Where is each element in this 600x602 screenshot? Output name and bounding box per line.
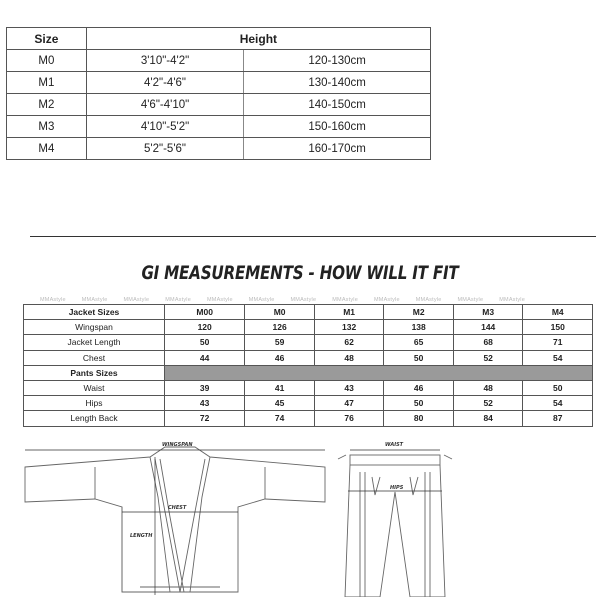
measure-value: 50	[165, 335, 245, 350]
measure-value: 46	[245, 350, 315, 365]
size-cell: M2	[7, 94, 87, 116]
size-table-row	[7, 50, 431, 72]
height-cm-cell: 160-170cm	[244, 138, 431, 160]
measure-label: Wingspan	[24, 320, 165, 335]
hips-label: HIPS	[390, 485, 404, 491]
size-cell: M0	[7, 50, 87, 72]
measure-value: 138	[384, 320, 454, 335]
gi-measurements-table	[23, 304, 593, 427]
height-ft-cell: 5'2"-5'6"	[86, 138, 243, 160]
measure-value: 52	[453, 350, 523, 365]
watermark-text: MMAstyle	[374, 297, 400, 303]
length-label: LENGTH	[130, 533, 153, 539]
size-table-row	[7, 94, 431, 116]
watermark-row	[40, 297, 600, 303]
jacket-measure-row	[24, 320, 593, 335]
size-header-cell: M0	[245, 305, 315, 320]
size-table-row	[7, 116, 431, 138]
measure-label: Hips	[24, 396, 165, 411]
measure-value: 87	[523, 411, 593, 426]
watermark-text: MMAstyle	[415, 297, 442, 303]
watermark-text: MMAstyle	[165, 297, 191, 303]
measure-value: 39	[165, 380, 245, 395]
pants-header-fill	[165, 365, 593, 380]
gi-measurements-title: GI MEASUREMENTS - HOW WILL IT FIT	[141, 262, 459, 284]
measure-value: 52	[453, 396, 523, 411]
watermark-text: MMAstyle	[40, 297, 66, 303]
watermark-text: MMAstyle	[123, 297, 150, 303]
size-header-cell: M4	[523, 305, 593, 320]
measure-value: 47	[314, 396, 384, 411]
height-ft-cell: 4'6"-4'10"	[86, 94, 243, 116]
measure-value: 45	[245, 396, 315, 411]
height-ft-cell: 3'10"-4'2"	[86, 50, 243, 72]
size-header-cell: M2	[384, 305, 454, 320]
watermark-text: MMAstyle	[248, 297, 275, 303]
measure-value: 80	[384, 411, 454, 426]
section-divider	[30, 236, 596, 237]
size-table-header	[7, 28, 431, 50]
height-ft-cell: 4'10"-5'2"	[86, 116, 243, 138]
measure-label: Waist	[24, 380, 165, 395]
size-cell: M4	[7, 138, 87, 160]
pants-sizes-header-row	[24, 365, 593, 380]
height-column-header: Height	[86, 28, 430, 50]
jacket-sizes-label: Jacket Sizes	[24, 305, 165, 320]
measure-value: 71	[523, 335, 593, 350]
measure-value: 41	[245, 380, 315, 395]
measure-value: 48	[314, 350, 384, 365]
height-cm-cell: 150-160cm	[244, 116, 431, 138]
size-table-row	[7, 72, 431, 94]
pants-measure-row	[24, 411, 593, 426]
measure-value: 43	[314, 380, 384, 395]
pants-drawing	[338, 455, 452, 597]
measure-value: 50	[523, 380, 593, 395]
size-cell: M1	[7, 72, 87, 94]
size-column-header: Size	[7, 28, 87, 50]
measure-label: Length Back	[24, 411, 165, 426]
watermark-text: MMAstyle	[457, 297, 484, 303]
measure-value: 76	[314, 411, 384, 426]
measure-value: 59	[245, 335, 315, 350]
size-table-row	[7, 138, 431, 160]
pants-sizes-label: Pants Sizes	[24, 365, 165, 380]
measure-value: 74	[245, 411, 315, 426]
height-cm-cell: 120-130cm	[244, 50, 431, 72]
gi-diagram	[20, 437, 580, 602]
measure-value: 72	[165, 411, 245, 426]
watermark-text: MMAstyle	[332, 297, 358, 303]
jacket-measure-row	[24, 335, 593, 350]
measure-value: 84	[453, 411, 523, 426]
jacket-sizes-header-row	[24, 305, 593, 320]
measure-label: Jacket Length	[24, 335, 165, 350]
measure-value: 126	[245, 320, 315, 335]
chest-label: CHEST	[168, 505, 187, 511]
measure-value: 43	[165, 396, 245, 411]
size-header-cell: M00	[165, 305, 245, 320]
size-cell: M3	[7, 116, 87, 138]
watermark-text: MMAstyle	[290, 297, 317, 303]
measure-value: 132	[314, 320, 384, 335]
size-table-body	[7, 50, 431, 160]
measure-value: 144	[453, 320, 523, 335]
measure-value: 48	[453, 380, 523, 395]
pants-measure-row	[24, 396, 593, 411]
measure-value: 65	[384, 335, 454, 350]
pants-measure-row	[24, 380, 593, 395]
measure-value: 44	[165, 350, 245, 365]
measure-value: 50	[384, 396, 454, 411]
measure-value: 54	[523, 350, 593, 365]
height-size-table	[6, 27, 431, 160]
size-header-cell: M3	[453, 305, 523, 320]
measure-value: 50	[384, 350, 454, 365]
gi-table-body	[24, 305, 593, 427]
watermark-text: MMAstyle	[499, 297, 525, 303]
gi-sketch	[20, 437, 580, 597]
measure-value: 68	[453, 335, 523, 350]
height-ft-cell: 4'2"-4'6"	[86, 72, 243, 94]
watermark-text: MMAstyle	[81, 297, 108, 303]
height-cm-cell: 140-150cm	[244, 94, 431, 116]
watermark-text: MMAstyle	[207, 297, 233, 303]
measure-value: 54	[523, 396, 593, 411]
measure-label: Chest	[24, 350, 165, 365]
measure-value: 46	[384, 380, 454, 395]
jacket-measure-row	[24, 350, 593, 365]
measure-value: 150	[523, 320, 593, 335]
measure-value: 62	[314, 335, 384, 350]
wingspan-label: WINGSPAN	[162, 442, 193, 448]
height-cm-cell: 130-140cm	[244, 72, 431, 94]
waist-label: WAIST	[385, 442, 404, 448]
size-header-cell: M1	[314, 305, 384, 320]
jacket-drawing	[25, 447, 325, 592]
measure-value: 120	[165, 320, 245, 335]
